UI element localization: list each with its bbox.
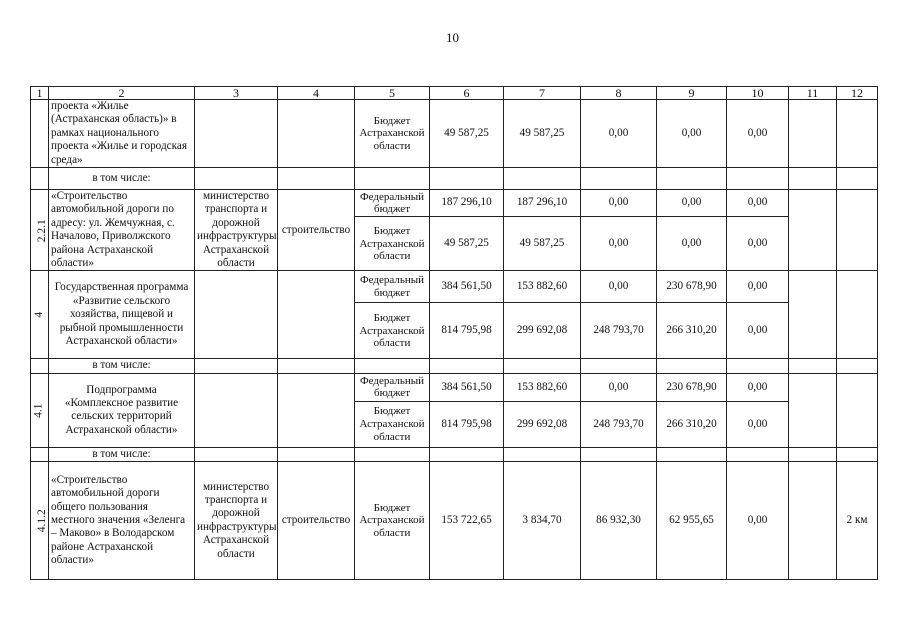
value-cell: 0,00 <box>727 271 789 303</box>
value-cell: 0,00 <box>727 217 789 271</box>
object-name: «Строительство автомобильной дороги по адресу: ул. Жемчужная, с. Началово, Приволжского района Астраханской области» <box>49 190 195 271</box>
value-cell: 187 296,10 <box>430 190 504 217</box>
header-cell: 8 <box>581 87 657 100</box>
value-cell: 248 793,70 <box>581 303 657 359</box>
budget-table <box>30 86 878 580</box>
funding-source: Федеральный бюджет <box>355 190 430 217</box>
table-row <box>31 462 878 580</box>
value-cell: 230 678,90 <box>657 271 727 303</box>
header-cell: 4 <box>278 87 355 100</box>
header-cell: 3 <box>195 87 278 100</box>
value-cell: 0,00 <box>581 217 657 271</box>
header-cell: 7 <box>504 87 581 100</box>
value-cell: 0,00 <box>727 303 789 359</box>
value-cell: 814 795,98 <box>430 303 504 359</box>
value-cell: 0,00 <box>581 190 657 217</box>
subprogram-name: Подпрограмма «Комплексное развитие сельских территорий Астраханской области» <box>49 373 195 447</box>
value-cell: 49 587,25 <box>430 217 504 271</box>
value-cell: 248 793,70 <box>581 401 657 447</box>
value-cell: 187 296,10 <box>504 190 581 217</box>
header-cell: 2 <box>49 87 195 100</box>
funding-source: Бюджет Астраханской области <box>355 100 430 168</box>
header-cell: 6 <box>430 87 504 100</box>
program-name: проекта «Жилье (Астраханская область)» в рамках национального проекта «Жилье и городская среда» <box>49 100 195 168</box>
value-cell: 0,00 <box>581 100 657 168</box>
value-cell: 3 834,70 <box>504 462 581 580</box>
value-cell: 153 882,60 <box>504 373 581 401</box>
funding-source: Бюджет Астраханской области <box>355 401 430 447</box>
value-cell: 299 692,08 <box>504 401 581 447</box>
value-cell: 153 882,60 <box>504 271 581 303</box>
value-cell: 0,00 <box>657 217 727 271</box>
funding-source: Бюджет Астраханской области <box>355 303 430 359</box>
value-cell: 384 561,50 <box>430 271 504 303</box>
header-cell: 1 <box>31 87 49 100</box>
row-number: 2.2.1 <box>31 190 49 271</box>
executor: министерство транспорта и дорожной инфраструктуры Астраханской области <box>195 462 278 580</box>
value-cell: 0,00 <box>581 271 657 303</box>
including-label: в том числе: <box>49 447 195 461</box>
value-cell: 0,00 <box>657 100 727 168</box>
value-cell: 0,00 <box>581 373 657 401</box>
capacity-cell: 2 км <box>837 462 878 580</box>
funding-source: Федеральный бюджет <box>355 373 430 401</box>
value-cell: 0,00 <box>727 462 789 580</box>
table-row <box>31 359 878 373</box>
table-row <box>31 271 878 303</box>
including-label: в том числе: <box>49 168 195 190</box>
value-cell: 0,00 <box>727 401 789 447</box>
row-number: 4.1 <box>31 373 49 447</box>
value-cell: 86 932,30 <box>581 462 657 580</box>
value-cell: 0,00 <box>727 373 789 401</box>
funding-source: Федеральный бюджет <box>355 271 430 303</box>
table-row <box>31 168 878 190</box>
program-name: Государственная программа «Развитие сельского хозяйства, пищевой и рыбной промышленности Астраханской области» <box>49 271 195 359</box>
value-cell: 299 692,08 <box>504 303 581 359</box>
header-cell: 11 <box>789 87 837 100</box>
value-cell: 49 587,25 <box>504 217 581 271</box>
value-cell: 49 587,25 <box>430 100 504 168</box>
work-type: строительство <box>278 190 355 271</box>
value-cell: 814 795,98 <box>430 401 504 447</box>
funding-source: Бюджет Астраханской области <box>355 462 430 580</box>
header-cell: 10 <box>727 87 789 100</box>
value-cell: 266 310,20 <box>657 401 727 447</box>
header-cell: 5 <box>355 87 430 100</box>
value-cell: 153 722,65 <box>430 462 504 580</box>
row-number: 4.1.2 <box>31 462 49 580</box>
executor: министерство транспорта и дорожной инфраструктуры Астраханской области <box>195 190 278 271</box>
work-type: строительство <box>278 462 355 580</box>
value-cell: 0,00 <box>727 100 789 168</box>
header-row <box>31 87 878 100</box>
table-row <box>31 190 878 217</box>
value-cell: 384 561,50 <box>430 373 504 401</box>
value-cell: 0,00 <box>727 190 789 217</box>
including-label: в том числе: <box>49 359 195 373</box>
value-cell: 266 310,20 <box>657 303 727 359</box>
value-cell: 230 678,90 <box>657 373 727 401</box>
funding-source: Бюджет Астраханской области <box>355 217 430 271</box>
value-cell: 62 955,65 <box>657 462 727 580</box>
table-row <box>31 100 878 168</box>
row-number: 4 <box>31 271 49 359</box>
header-cell: 9 <box>657 87 727 100</box>
table-row <box>31 373 878 401</box>
value-cell: 49 587,25 <box>504 100 581 168</box>
table-row <box>31 447 878 461</box>
header-cell: 12 <box>837 87 878 100</box>
object-name: «Строительство автомобильной дороги общего пользования местного значения «Зеленга – Маково» в Володарском районе Астраханской области» <box>49 462 195 580</box>
value-cell: 0,00 <box>657 190 727 217</box>
page-number: 10 <box>446 30 459 45</box>
